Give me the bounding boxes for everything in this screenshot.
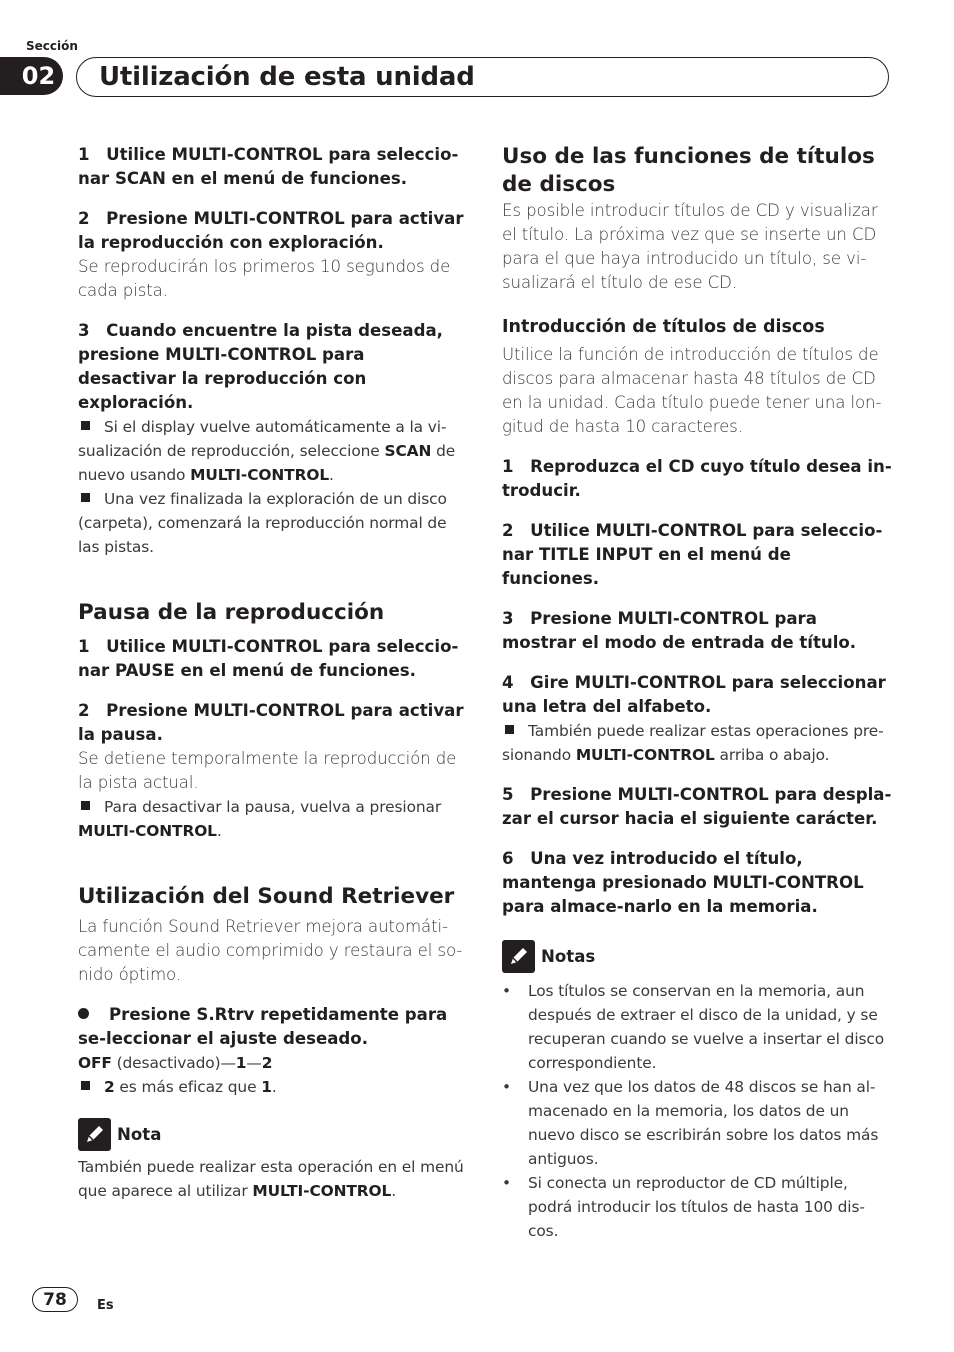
scan-step-2-desc: Se reproducirán los primeros 10 segundos de cada pista.	[78, 257, 451, 300]
nota-header	[78, 1117, 464, 1151]
sound-retriever-heading: Utilización del Sound Retriever	[78, 884, 455, 909]
square-bullet-icon	[81, 801, 90, 810]
title-input-desc: Utilice la función de introducción de títulos de discos para almacenar hasta 48 títulos de CD en la unidad. Cada título puede tener una lon-gitud de hasta 10 caracteres.	[502, 345, 882, 436]
pause-step-2: 2 Presione MULTI-CONTROL para activar la pausa.	[78, 701, 464, 744]
title-step-4-note: También puede realizar estas operaciones pre-sionando MULTI-CONTROL arriba o abajo.	[502, 722, 884, 764]
nota-text: También puede realizar esta operación en el menú que aparece al utilizar MULTI-CONTROL.	[78, 1158, 464, 1200]
notas-label: Notas	[541, 946, 596, 966]
language-code: Es	[97, 1298, 114, 1313]
list-item: • Si conecta un reproductor de CD múltiple, podrá introducir los títulos de hasta 100 dis-cos.	[502, 1171, 892, 1243]
right-column	[502, 143, 892, 1243]
pause-step-1: 1 Utilice MULTI-CONTROL para seleccio-nar PAUSE en el menú de funciones.	[78, 637, 459, 680]
title-step-4: 4 Gire MULTI-CONTROL para seleccionar una letra del alfabeto.	[502, 673, 886, 716]
scan-note-2: Una vez finalizada la exploración de un disco (carpeta), comenzará la reproducción normal de las pistas.	[78, 490, 447, 556]
pencil-note-icon	[78, 1118, 111, 1151]
square-bullet-icon	[81, 493, 90, 502]
title-step-6: 6 Una vez introducido el título, mantenga presionado MULTI-CONTROL para almace-narlo en la memoria.	[502, 849, 864, 916]
notas-list	[502, 979, 892, 1243]
sound-retriever-step: Presione S.Rtrv repetidamente para se-leccionar el ajuste deseado.	[78, 1005, 448, 1048]
page-number: 78	[32, 1287, 78, 1312]
scan-step-2: 2 Presione MULTI-CONTROL para activar la reproducción con exploración.	[78, 209, 464, 252]
title-step-3: 3 Presione MULTI-CONTROL para mostrar el modo de entrada de título.	[502, 609, 857, 652]
pause-note: Para desactivar la pausa, vuelva a presionar MULTI-CONTROL.	[78, 798, 442, 840]
sound-retriever-options: OFF (desactivado)—1—2	[78, 1054, 273, 1072]
sound-retriever-desc: La función Sound Retriever mejora automáti-camente el audio comprimido y restaura el so-nido óptimo.	[78, 917, 463, 984]
square-bullet-icon	[81, 1081, 90, 1090]
title-step-5: 5 Presione MULTI-CONTROL para despla-zar el cursor hacia el siguiente carácter.	[502, 785, 892, 828]
title-input-subheading: Introducción de títulos de discos	[502, 317, 825, 337]
pencil-note-icon	[502, 940, 535, 973]
title-step-2: 2 Utilice MULTI-CONTROL para seleccio-nar TITLE INPUT en el menú de funciones.	[502, 521, 883, 588]
round-bullet-icon	[78, 1008, 89, 1019]
sound-retriever-note: 2 es más eficaz que 1.	[78, 1075, 464, 1099]
nota-label: Nota	[117, 1124, 162, 1144]
pause-heading: Pausa de la reproducción	[78, 600, 385, 625]
left-column	[78, 143, 464, 1203]
pause-step-2-desc: Se detiene temporalmente la reproducción de la pista actual.	[78, 749, 457, 792]
list-item: • Los títulos se conservan en la memoria, aun después de extraer el disco de la unidad, y se recuperan cuando se vuelve a insertar el disco correspondiente.	[502, 979, 892, 1075]
section-title-box	[76, 57, 889, 97]
disc-titles-heading: Uso de las funciones de títulos de discos	[502, 144, 875, 197]
scan-step-1: 1 Utilice MULTI-CONTROL para seleccio-nar SCAN en el menú de funciones.	[78, 145, 459, 188]
disc-titles-desc: Es posible introducir títulos de CD y visualizar el título. La próxima vez que se inserte un CD para el que haya introducido un título, se vi-sualizará el título de ese CD.	[502, 201, 878, 292]
list-item: • Una vez que los datos de 48 discos se han al-macenado en la memoria, los datos de un nuevo disco se escribirán sobre los datos más antiguos.	[502, 1075, 892, 1171]
scan-step-3: 3 Cuando encuentre la pista deseada, presione MULTI-CONTROL para desactivar la reproducción con exploración.	[78, 321, 443, 412]
section-label: Sección	[26, 39, 78, 53]
title-step-1: 1 Reproduzca el CD cuyo título desea in-troducir.	[502, 457, 892, 500]
page-title: Utilización de esta unidad	[99, 62, 475, 92]
scan-note-1: Si el display vuelve automáticamente a la vi-sualización de reproducción, seleccione SCAN de nuevo usando MULTI-CONTROL.	[78, 418, 456, 484]
notas-header	[502, 939, 892, 973]
square-bullet-icon	[81, 421, 90, 430]
section-number-badge: 02	[0, 57, 63, 95]
square-bullet-icon	[505, 725, 514, 734]
